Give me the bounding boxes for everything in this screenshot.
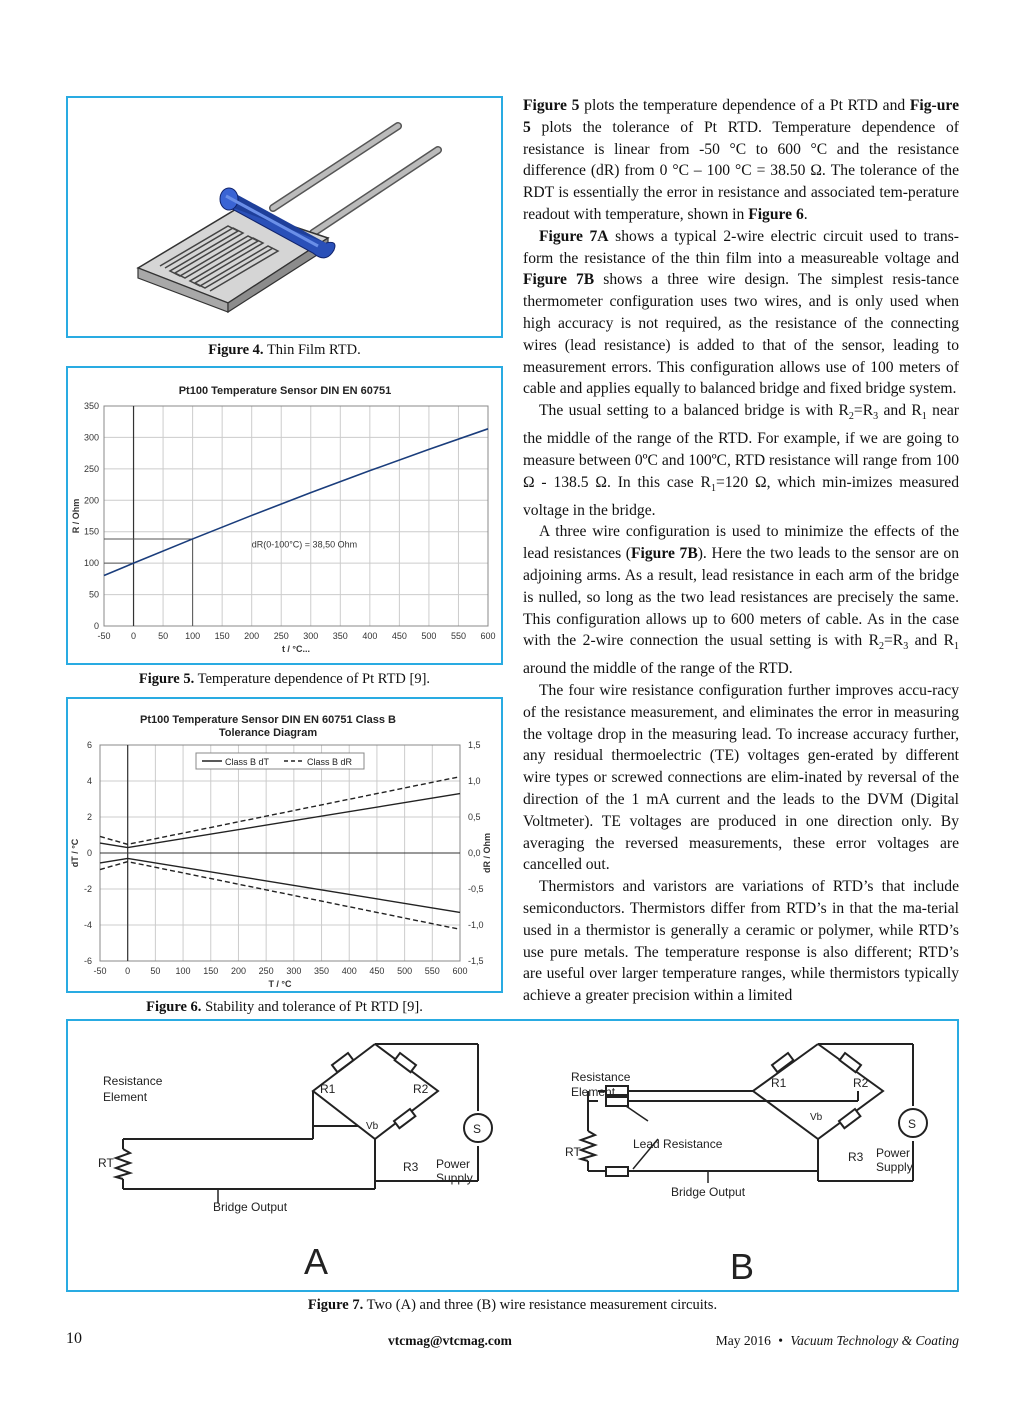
figure-5-chart <box>68 368 501 663</box>
b-lead-resistance-label: Lead Resistance <box>633 1137 723 1151</box>
chart5-y-tick-label: 250 <box>83 463 99 474</box>
chart6-x-tick-label: 0 <box>125 966 131 976</box>
a-s-label: S <box>473 1122 482 1136</box>
chart6-y-tick-label: 2 <box>86 812 92 822</box>
chart5-plot-frame <box>104 406 488 626</box>
chart5-series-line <box>104 429 488 576</box>
chart5-x-tick-label: 500 <box>421 631 437 641</box>
chart6-y-right-tick-label: 0,0 <box>468 848 481 858</box>
circuit-a <box>116 1044 478 1203</box>
article-body <box>523 95 959 1007</box>
a-bridge-output-label: Bridge Output <box>213 1200 288 1214</box>
b-vb-label: Vb <box>810 1112 823 1123</box>
footer-journal <box>716 1333 959 1349</box>
figure-4-caption: Figure 4. Thin Film RTD. <box>208 342 361 358</box>
chart5-x-tick-label: 400 <box>362 631 378 641</box>
chart6-x-tick-label: 50 <box>150 966 161 976</box>
chart5-x-tick-label: 50 <box>158 631 169 641</box>
chart6-legend-label-dt: Class B dT <box>225 757 270 767</box>
chart6-x-tick-label: 450 <box>369 966 385 976</box>
chart5-y-tick-label: 100 <box>83 558 99 569</box>
chart6-series-line <box>100 858 460 912</box>
chart6-x-axis-label: T / °C <box>268 979 292 989</box>
chart6-y-tick-label: -4 <box>83 920 92 930</box>
chart6-y-right-tick-label: 0,5 <box>468 812 481 822</box>
chart6-title: Pt100 Temperature Sensor DIN EN 60751 Class B <box>140 714 396 726</box>
circuit-a-resistors <box>332 1053 416 1128</box>
chart6-y-tick-label: 0 <box>86 848 92 858</box>
chart6-series-line <box>100 794 460 848</box>
chart5-y-axis-label: R / Ohm <box>71 498 81 534</box>
figure-7-box <box>66 1019 959 1292</box>
a-letter: A <box>304 1241 329 1282</box>
b-power-label: Power <box>876 1146 911 1160</box>
chart6-x-tick-label: 250 <box>258 966 274 976</box>
figure-5-caption: Figure 5. Temperature dependence of Pt RTD [9]. <box>138 671 431 687</box>
chart6-y-right-tick-label: -1,0 <box>468 920 484 930</box>
chart6-x-tick-label: 200 <box>230 966 246 976</box>
chart6-subtitle: Tolerance Diagram <box>218 727 318 739</box>
paragraph-5: The four wire resistance configuration further improves accu-racy of the resistance measurement, and eliminates the error in measuring the voltage drop in the measuring lead. To increase accuracy further, any residual thermoelectric (TE) voltages gen-erated by different wire types or screwed connections are elim-inated by reversal of the direction of the 1 mA current and the leads to the DVM (Digital Voltmeter). TE voltages are produced in one direction only. By averaging the reversed measurements, these error voltages are cancelled out. <box>523 682 959 874</box>
figure-7-caption: Figure 7. Two (A) and three (B) wire resistance measurement circuits. <box>307 1297 718 1313</box>
chart5-y-tick-label: 150 <box>83 526 99 537</box>
chart5-x-tick-label: 300 <box>303 631 319 641</box>
circuit-a-labels <box>98 1074 481 1282</box>
chart6-y-right-tick-label: 1,0 <box>468 776 481 786</box>
chart6-x-tick-label: 600 <box>452 966 468 976</box>
footer-date: May 2016 <box>715 1333 771 1348</box>
b-rt-label: RT <box>565 1145 581 1159</box>
a-resistance-element-label-1: Resistance <box>103 1074 163 1088</box>
chart6-y-tick-label: -2 <box>83 884 92 894</box>
chart5-x-tick-label: 0 <box>131 631 137 641</box>
chart5-x-tick-label: 100 <box>185 631 201 641</box>
paragraph-4: A three wire configuration is used to minimize the effects of the lead resistances (Figure 7B). Here the two leads to the sensor are on adjoining arms. As a result, lead resistance in each arm of the bridge is nulled, so long as the two lead resistances are precisely the same. This configuration allows up to 600 meters of cable. As in the case with the 2-wire connection the usual setting is with $R_2=R_3$ and $R_1$ around the middle of the range of the RTD. <box>523 523 960 678</box>
footer-email: vtcmag@vtcmag.com <box>388 1333 512 1348</box>
chart6-x-tick-label: 350 <box>314 966 330 976</box>
chart6-y-right-tick-label: 1,5 <box>468 740 481 750</box>
chart6-legend-label-dr: Class B dR <box>307 757 353 767</box>
chart6-y-right-axis-label: dR / Ohm <box>482 833 492 873</box>
paragraph-1: Figure 5 plots the temperature dependence of a Pt RTD and Fig-ure 5 plots the tolerance of Pt RTD. Temperature dependence of resistance is linear from -50 °C to 600 °C and the resistance difference (dR) from 0 °C – 100 °C = 38.50 Ω. The tolerance of the RDT is essentially the error in resistance and associated tem-perature readout with temperature, shown in Figure 6. <box>523 97 959 223</box>
b-r2-label: R2 <box>853 1076 869 1090</box>
chart5-x-tick-label: 550 <box>450 631 466 641</box>
a-supply-label: Supply <box>436 1171 473 1185</box>
a-resistance-element-label-2: Element <box>103 1090 148 1104</box>
chart5-x-tick-label: 350 <box>332 631 348 641</box>
chart5-y-tick-label: 0 <box>93 621 99 631</box>
chart6-x-tick-label: 300 <box>286 966 302 976</box>
chart6-x-tick-label: -50 <box>93 966 107 976</box>
chart6-series-line <box>100 862 460 930</box>
chart5-x-tick-label: 200 <box>244 631 260 641</box>
figure-7-circuits <box>68 1021 957 1290</box>
chart6-series-line <box>100 777 460 845</box>
b-bridge-output-label: Bridge Output <box>671 1185 746 1199</box>
chart5-y-tick-label: 200 <box>83 495 99 506</box>
chart5-x-tick-label: 150 <box>214 631 230 641</box>
b-supply-label: Supply <box>876 1160 913 1174</box>
chart6-y-axis-label: dT / °C <box>70 838 80 868</box>
chart5-y-tick-label: 300 <box>83 432 99 443</box>
chart6-y-tick-label: -6 <box>83 956 92 966</box>
b-r1-label: R1 <box>771 1076 787 1090</box>
b-s-label: S <box>908 1117 917 1131</box>
chart6-y-tick-label: 4 <box>86 776 92 786</box>
chart5-title: Pt100 Temperature Sensor DIN EN 60751 <box>178 385 392 397</box>
chart5-x-tick-label: 600 <box>480 631 496 641</box>
figure-6-chart <box>68 699 501 991</box>
figure-6-box <box>66 697 503 993</box>
b-letter: B <box>730 1246 755 1287</box>
chart6-y-tick-label: 6 <box>86 740 92 750</box>
a-r1-label: R1 <box>320 1082 336 1096</box>
lead-wires <box>273 126 438 233</box>
chart5-y-tick-label: 350 <box>83 401 99 411</box>
footer-journal-name: Vacuum Technology & Coating <box>790 1333 959 1348</box>
paragraph-3: The usual setting to a balanced bridge is with $R_2=R_3$ and $R_1$ near the middle of the range of the RTD. For example, if we are going to measure between 0ºC and 100ºC, RTD resistance will range from 100 Ω - 138.5 Ω. In this case $R_1=120$ Ω, which min-imizes measured voltage in the bridge. <box>523 402 960 519</box>
footer-bullet: • <box>778 1333 783 1348</box>
chart6-x-tick-label: 500 <box>397 966 413 976</box>
b-resistance-element-label-2: Element <box>571 1085 616 1099</box>
a-r3-label: R3 <box>403 1160 419 1174</box>
chart5-x-tick-label: 250 <box>273 631 289 641</box>
chart6-x-tick-label: 150 <box>203 966 219 976</box>
chart5-x-axis-label: t / °C... <box>281 644 311 654</box>
a-power-label: Power <box>436 1157 471 1171</box>
chart6-y-right-tick-label: -1,5 <box>468 956 484 966</box>
b-r3-label: R3 <box>848 1150 864 1164</box>
figure-6-caption: Figure 6. Stability and tolerance of Pt RTD [9]. <box>146 999 423 1015</box>
chart6-x-tick-label: 100 <box>175 966 191 976</box>
chart6-x-tick-label: 400 <box>341 966 357 976</box>
thin-film-rtd-illustration <box>68 98 501 336</box>
a-rt-label: RT <box>98 1156 114 1170</box>
b-resistance-element-label-1: Resistance <box>571 1070 631 1084</box>
paragraph-6: Thermistors and varistors are variations of RTD’s that include semiconductors. Thermistors differ from RTD’s in that the ma-terial used in a thermistor is generally a ceramic or polymer, while RTD’s use pure metals. The temperature response is also different; RTD’s are useful over larger temperature ranges, while thermistors typically achieve a greater precision within a limited <box>523 878 959 1005</box>
chart5-y-tick-label: 50 <box>88 589 99 600</box>
chart6-x-tick-label: 550 <box>424 966 440 976</box>
chart5-x-tick-label: 450 <box>391 631 407 641</box>
a-r2-label: R2 <box>413 1082 429 1096</box>
circuit-b-resistors <box>606 1053 861 1176</box>
a-vb-label: Vb <box>366 1121 379 1132</box>
figure-5-box <box>66 366 503 665</box>
figure-4-box <box>66 96 503 338</box>
page-number: 10 <box>66 1330 82 1347</box>
chart5-x-tick-label: -50 <box>97 631 111 641</box>
chart5-annotation: dR(0-100°C) = 38,50 Ohm <box>251 539 358 550</box>
paragraph-2: Figure 7A shows a typical 2-wire electric circuit used to trans-form the resistance of the thin film into a measureable voltage and Figure 7B shows a three wire design. The simplest resis-tance thermometer configuration uses two wires, and is only used when high accuracy is not required, as the resistance of the connecting wires (lead resistance) is added to that of the sensor, leading to measurement errors. This configuration allows use of 100 meters of cable and applies equally to balanced bridge and fixed bridge system. <box>523 227 959 398</box>
chart6-y-right-tick-label: -0,5 <box>468 884 484 894</box>
